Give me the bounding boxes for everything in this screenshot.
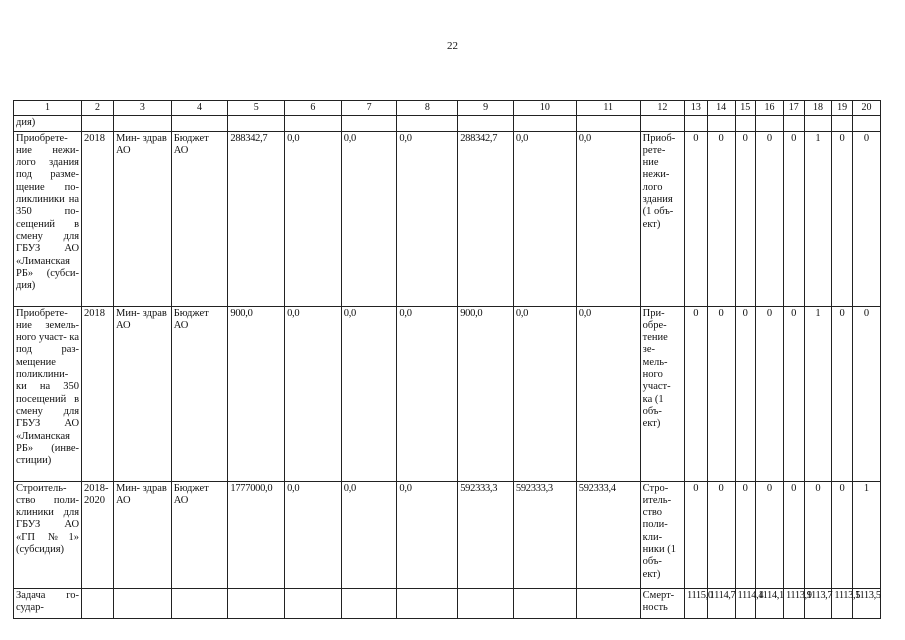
- column-number-row: [14, 101, 881, 116]
- indicator-value: 0: [756, 306, 784, 481]
- indicator-value: 0: [756, 481, 784, 588]
- amount-col10: 0,0: [513, 306, 576, 481]
- indicator-value: 0: [783, 481, 804, 588]
- amount-col10: 0,0: [513, 131, 576, 306]
- col-header: 9: [458, 101, 514, 116]
- indicator-value: 1: [804, 306, 832, 481]
- funding-source: Бюджет АО: [171, 306, 228, 481]
- indicator-value: 0: [832, 481, 853, 588]
- col-header: 6: [285, 101, 342, 116]
- executor: Мин- здрав АО: [113, 481, 171, 588]
- indicator-value: 1113,5: [832, 588, 853, 618]
- indicator-value: 1113,7: [804, 588, 832, 618]
- col-header: 5: [228, 101, 285, 116]
- indicator-value: 0: [707, 306, 735, 481]
- activity-name: Приобрете- ние нежи- лого здания под разме- щение по- ликлиники на 350 по- сещений в смену для ГБУЗ АО «Лиманская РБ» (субси- дия): [14, 131, 82, 306]
- col-header: 2: [82, 101, 114, 116]
- amount-col11: 0,0: [576, 306, 640, 481]
- amount-col9: 900,0: [458, 306, 514, 481]
- indicator-value: 0: [735, 306, 756, 481]
- amount-col10: 592333,3: [513, 481, 576, 588]
- indicator-value: 1113,9: [783, 588, 804, 618]
- period: 2018: [82, 131, 114, 306]
- funding-source: Бюджет АО: [171, 481, 228, 588]
- indicator-name: Стро- итель- ство поли- кли- ники (1 объ- ект): [640, 481, 684, 588]
- col-header: 1: [14, 101, 82, 116]
- amount-col9: 592333,3: [458, 481, 514, 588]
- activity-name: Приобрете- ние земель- ного участ- ка под раз- мещение поликлини- ки на 350 посещений в смену для ГБУЗ АО «Лиманская РБ» (инве- стиции): [14, 306, 82, 481]
- executor: Мин- здрав АО: [113, 131, 171, 306]
- total-amount: 288342,7: [228, 131, 285, 306]
- col-header: 17: [783, 101, 804, 116]
- indicator-value: 0: [735, 481, 756, 588]
- indicator-value: 0: [783, 131, 804, 306]
- amount-col9: 288342,7: [458, 131, 514, 306]
- col-header: 16: [756, 101, 784, 116]
- continuation-text: дия): [14, 116, 82, 131]
- indicator-value: 0: [832, 306, 853, 481]
- amount-col11: 592333,4: [576, 481, 640, 588]
- indicator-name: Приоб- рете- ние нежи- лого здания (1 объ- ект): [640, 131, 684, 306]
- program-table: [13, 100, 881, 619]
- indicator-value: 1114,7: [707, 588, 735, 618]
- col-header: 18: [804, 101, 832, 116]
- indicator-value: 0: [685, 131, 708, 306]
- col-header: 3: [113, 101, 171, 116]
- continuation-row: [14, 116, 881, 131]
- indicator-value: 0: [852, 131, 880, 306]
- col-header: 7: [341, 101, 397, 116]
- indicator-value: 0: [707, 131, 735, 306]
- col-header: 14: [707, 101, 735, 116]
- activity-name: Строитель- ство поли- клиники для ГБУЗ АО «ГП №1» (субсидия): [14, 481, 82, 588]
- amount-col8: 0,0: [397, 306, 458, 481]
- page-number: 22: [447, 40, 458, 52]
- table-row: [14, 306, 881, 481]
- amount-col8: 0,0: [397, 481, 458, 588]
- indicator-value: 0: [685, 306, 708, 481]
- col-header: 4: [171, 101, 228, 116]
- period: 2018- 2020: [82, 481, 114, 588]
- amount-col7: 0,0: [341, 306, 397, 481]
- indicator-name: Смерт- ность: [640, 588, 684, 618]
- indicator-value: 0: [852, 306, 880, 481]
- total-amount: 900,0: [228, 306, 285, 481]
- col-header: 20: [852, 101, 880, 116]
- col-header: 10: [513, 101, 576, 116]
- table-row: [14, 131, 881, 306]
- task-name: Задача го- судар-: [14, 588, 82, 618]
- indicator-value: 0: [832, 131, 853, 306]
- indicator-name: При- обре- тение зе- мель- ного участ- ка (1 объ- ект): [640, 306, 684, 481]
- indicator-value: 1114,1: [756, 588, 784, 618]
- indicator-value: 0: [804, 481, 832, 588]
- col-header: 12: [640, 101, 684, 116]
- indicator-value: 1115,0: [685, 588, 708, 618]
- indicator-value: 0: [783, 306, 804, 481]
- table-row: [14, 481, 881, 588]
- indicator-value: 1114,4: [735, 588, 756, 618]
- amount-col8: 0,0: [397, 131, 458, 306]
- indicator-value: 1113,5: [852, 588, 880, 618]
- funding-source: Бюджет АО: [171, 131, 228, 306]
- amount-col11: 0,0: [576, 131, 640, 306]
- amount-col6: 0,0: [285, 131, 342, 306]
- col-header: 8: [397, 101, 458, 116]
- amount-col6: 0,0: [285, 481, 342, 588]
- col-header: 15: [735, 101, 756, 116]
- amount-col6: 0,0: [285, 306, 342, 481]
- amount-col7: 0,0: [341, 481, 397, 588]
- total-amount: 1777000,0: [228, 481, 285, 588]
- col-header: 19: [832, 101, 853, 116]
- indicator-value: 0: [756, 131, 784, 306]
- col-header: 11: [576, 101, 640, 116]
- executor: Мин- здрав АО: [113, 306, 171, 481]
- period: 2018: [82, 306, 114, 481]
- amount-col7: 0,0: [341, 131, 397, 306]
- indicator-value: 0: [707, 481, 735, 588]
- indicator-value: 1: [804, 131, 832, 306]
- col-header: 13: [685, 101, 708, 116]
- indicator-value: 1: [852, 481, 880, 588]
- indicator-value: 0: [685, 481, 708, 588]
- indicator-value: 0: [735, 131, 756, 306]
- table-row: [14, 588, 881, 618]
